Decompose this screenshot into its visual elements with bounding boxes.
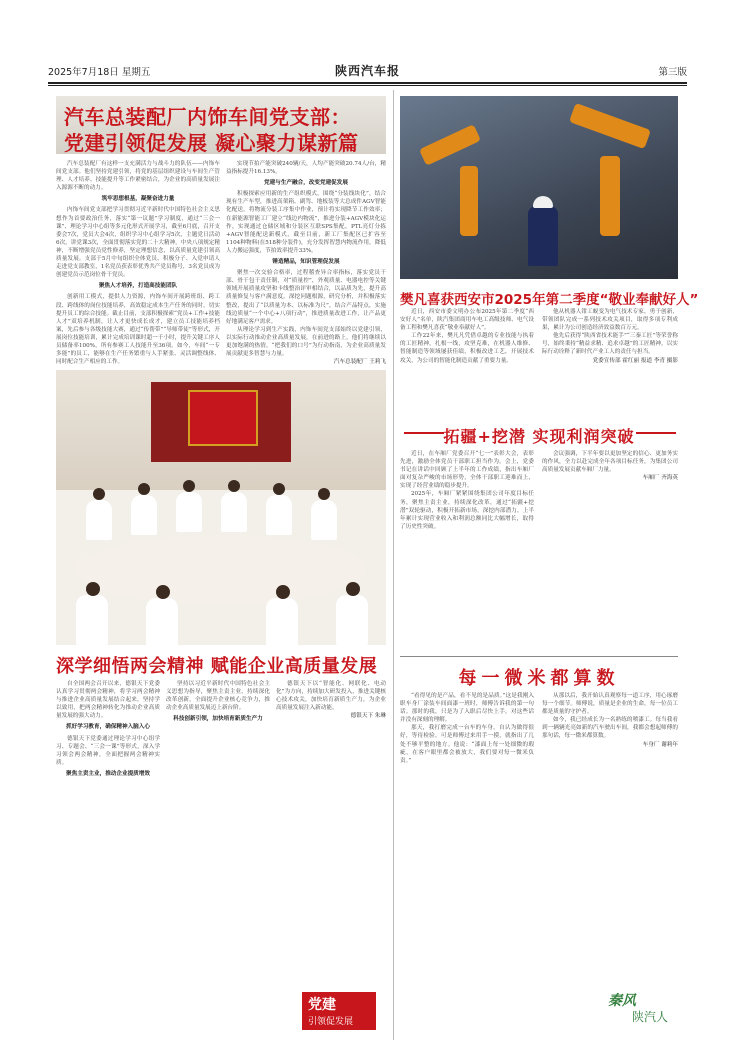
meeting-photo [56, 370, 386, 645]
paragraph: 从理论学习到生产实践，内饰车间党支部始终以党建引领，以实际行动推动企业高质量发展，在前进的路上，他们将继续以更加饱满的热情，“把我们的口号”为行动指南，为企业高质量发展贡献更多智慧与力量。 [226, 326, 386, 358]
logo-text: 秦风 [608, 993, 636, 1009]
meeting-table [76, 535, 366, 605]
person-head [138, 483, 150, 495]
article4-column-1 [400, 692, 534, 1032]
article1-title-line2: 党建引领促发展 凝心聚力谋新篇 [64, 131, 359, 155]
paragraph: 自全国两会召开以来，德银天下党委认真学习贯彻两会精神，将学习两会精神与推进企业高质量发展结合起来，坚持学以致用，把两会精神转化为推动企业高质量发展的强大动力。 [56, 681, 160, 720]
person-head [273, 483, 285, 495]
person [131, 495, 157, 535]
paragraph: 如今，我已经成长为一名熟练的喷漆工。每当我看到一辆辆光亮如新的汽车驶出车间，我都会想起师傅的那句话，每一微米都算数。 [542, 717, 678, 740]
person-head [346, 582, 360, 596]
article1-column-2 [226, 160, 386, 366]
factory-photo [400, 96, 678, 279]
stamp-subtitle: 引领促发展 [308, 1017, 354, 1027]
byline: 车厢厂 齐海英 [642, 475, 678, 482]
column-divider [393, 90, 394, 1040]
person [176, 492, 202, 532]
subheading: 锤造精品，知识管理促发展 [272, 259, 340, 266]
robot-arm [569, 103, 651, 149]
article3-title: 拓疆+挖潜 实现利润突破 [443, 427, 635, 446]
byline: 党委宣传部 霍红丽 报道 李青 摄影 [592, 357, 678, 364]
article5-column-1 [56, 680, 160, 1030]
article4-column-2 [542, 692, 678, 984]
subheading: 抓好学习教育，确保精神入脑入心 [66, 724, 150, 731]
masthead [48, 62, 687, 78]
byline: 汽车总装配厂 王莉飞 [333, 359, 386, 366]
worker-helmet [533, 196, 553, 208]
person [146, 598, 178, 645]
byline: 车身厂 谢莉年 [642, 741, 678, 748]
subheading: 聚焦人才培养，打造高技能团队 [98, 283, 178, 290]
paragraph: 2025年，车厢厂紧紧围绕集团公司年度目标任务，聚焦主责主业，持续深化改革，通过“拓疆+挖潜”双轮驱动，积极开拓新市场，深挖内部潜力，上半年累计实现营业收入和利润总额同比大幅增长，取得了历史性突破。 [400, 491, 534, 530]
person [76, 595, 108, 645]
worker [528, 206, 558, 266]
paragraph: “看得见的是产品，看不见的是品质。”这是我刚入职车身厂涂装车间面漆一班时，师傅告诉我的第一句话。那时的我，只是为了入职后尽快上手，对这些话并没有深刻的理解。 [400, 693, 534, 724]
paragraph: 近日，在车厢厂党委召开“七一”表彰大会，表彰先进，激励全体党员干部职工担当作为。会上，党委书记在讲话中回顾了上半年的工作成绩，指出车厢厂面对复杂严峻的市场形势，全体干部职工迎难而上，实现了经营业绩的稳步提升。 [400, 451, 534, 490]
person [86, 500, 112, 540]
paper-name: 陕西汽车报 [334, 64, 400, 78]
party-flag [188, 390, 258, 446]
article5-column-3 [276, 680, 386, 985]
article4-title: 每一微米都算数 [458, 668, 620, 689]
stamp-title: 党建 [308, 997, 336, 1013]
person [221, 492, 247, 532]
article1-column-1 [56, 160, 220, 366]
column-logo [606, 990, 678, 1030]
paragraph: 实现节拍产能突破240辆/天，人均产能突破20.74人/台，精益指标提升16.13%。 [226, 161, 386, 176]
party-building-stamp [302, 992, 376, 1030]
person-head [276, 585, 290, 599]
paragraph: 工作22年来，樊凡凡凭借卓越的专业技能与执着的工匠精神，扎根一线，攻坚克难，在机器人维修、智能制造等领域屡获佳绩，积极改进工艺，开展技术攻关，为公司的智能化制造贡献了重要力量。 [400, 333, 534, 364]
person [336, 595, 368, 645]
person-head [318, 488, 330, 500]
article2-title: 樊凡喜获西安市2025年第二季度“敬业奉献好人” [400, 292, 699, 308]
issue-date: 2025年7月18日 星期五 [48, 67, 151, 78]
paragraph: 聚焦一次交验合格率，过程稽查异合率指标，落实党员干部、骨干包干责任制，对“质量控”，外观质量、电器电控等关键领域开展质量攻坚和卡线整治评审相结合，以品质为先，提升高质量修复与客户满意度。深挖问题根源，研究分析，并积极落实整改，提出了“以质量为本、以标准为尺”，结合产品特点，实施线边质量“一个中心+八项行动”，推进质量改进工作，让产品更好地满足客户需求。 [226, 270, 386, 325]
subheading: 科技创新引领，加快培育新质生产力 [173, 716, 263, 723]
paragraph: 从那以后，我开始认真观察每一道工序，用心琢磨每一个细节。师傅说，质量是企业的生命，每一位员工都是质量的守护者。 [542, 693, 678, 716]
person-head [156, 585, 170, 599]
person [266, 598, 298, 645]
article5-column-2 [166, 680, 270, 1030]
byline: 德银天下 朱琳 [350, 713, 386, 720]
article3-column-1 [400, 450, 534, 650]
paragraph: 他从机器人钳工蜕变为电气技术专家，勇于创新，带领团队完成一系列技术攻关项目，取得多项专利成果，累计为公司创造经济效益数百万元。 [542, 309, 678, 332]
page-number: 第三版 [658, 67, 687, 78]
paragraph: 会议强调，下半年要以更加坚定的信心、更加务实的作风，全力以赴完成全年各项目标任务，为集团公司高质量发展贡献车厢厂力量。 [542, 451, 678, 474]
header-rule [48, 82, 687, 84]
paragraph: 德银天下以“智能化、网联化、电动化”为方向，持续加大研发投入，推进关键核心技术攻关，加快培育新质生产力，为企业高质量发展注入新动能。 [276, 681, 386, 712]
person-head [228, 480, 240, 492]
article1-title-line1: 汽车总装配厂内饰车间党支部： [64, 105, 351, 129]
paragraph: 那天，我打磨完成一台车的车身，自认为做得很好，等待检验。可是师傅过来用手一摸，就指出了几处不够平整的地方。他说：“漆面上每一处细微的瑕疵，在客户眼里都会被放大，我们要对每一微米负责。” [400, 725, 534, 764]
person-head [86, 582, 100, 596]
paragraph: 内饰车间党支部把学习贯彻习近平新时代中国特色社会主义思想作为首要政治任务，落实“第一议题”学习制度，通过“三会一课”、理论学习中心组等多元化形式开展学习，截至6月底，召开支委会7次，党员大会4次，组织学习中心组学习5次，主题党日活动6次，讲党课3次，全面贯彻落实党的二十大精神，中央八项规定精神，不断增强党员党性修养，坚定理想信念，以高质量党建引领高质量发展。支部于5月中旬组织全体党员、积极分子、入党申请人走进党支部教室，1名党员获表彰优秀共产党员称号，3名党员成为创建党员示范岗位骨干党员。 [56, 207, 220, 279]
subheading: 筑牢思想根基，凝聚奋进力量 [101, 196, 175, 203]
paragraph: 汽车总装配厂有这样一支充满活力与战斗力的队伍——内饰车间党支部。他们坚持党建引领，将党的基层组织建设与车间生产管理、人才培养、技能提升等工作紧密结合，为企业的高质量发展注入源源不断的动力。 [56, 161, 220, 192]
paragraph: 积极探索应用新的生产组织模式，围绕“分装线块化”，结合现有生产车型，推进高架箱、副驾、地板装等大总成件AGV智能化配送，将物流分装工序集中作业，预计将实现降节工作效率；在新能源智能工厂建立“线边内物流”，推进分装+AGV模块化运作，实现通过仓储区域和分装区互联SPS集配，PTL亮灯分拣+AGV智能配送新模式，截至目前，新工厂集配区已扩容至1104种物料(在518种分装件)，充分发挥智慧内物流作用，降低人力搬运强度，节拍效率提升33%。 [226, 191, 386, 254]
paragraph: 近日，西安市委文明办公布2025年第二季度“西安好人”名单，陕汽集团商用车电工高级技师、电气设备工程和樊凡喜获“敬业奉献好人”。 [400, 309, 534, 332]
subheading: 聚焦主责主业，推动企业提质增效 [66, 770, 150, 777]
article2-column-1 [400, 308, 534, 418]
subheading: 党建与生产融合，改变党建促发展 [264, 180, 348, 187]
paragraph: 创新用工模式，提供人力资源，内饰车间开展跨班组、跨工段、跨线体的岗位技能培养，高效稳定成本生产任务的同时，切实提升员工的综合技能。截止目前，支部积极探索“党员+工作+技能人才”双培养机制，让人才更快成长成才，建立员工技能培养档案，先后参与各级技能大赛，通过“传帮带”“导师带徒”等形式，开展岗位技能培训，累计完成培训课时超一千小时，提升关键工序人员储备率100%，所有参赛工人技能升至36项。如今，车间“一专多能”的员工，能够在生产任务繁重与人手紧张、灵活调整线体、同时配合生产相应的工作。 [56, 294, 220, 366]
paragraph: 他先后获得“陕西省技术能手”“三秦工匠”等荣誉称号，始终秉持“精益求精、追求卓越”的工匠精神，以实际行动诠释了新时代产业工人的责任与担当。 [542, 333, 678, 356]
person-head [93, 488, 105, 500]
article2-column-2 [542, 308, 678, 418]
person [266, 495, 292, 535]
header-rule-thin [48, 85, 687, 86]
logo-subtext: 陕汽人 [632, 1010, 669, 1024]
article3-column-2 [542, 450, 678, 650]
article5-title: 深学细悟两会精神 赋能企业高质量发展 [56, 656, 378, 677]
section-rule [400, 656, 678, 657]
person-head [183, 480, 195, 492]
robot-arm [419, 124, 481, 166]
paragraph: 德银天下党委通过理论学习中心组学习、专题会、“三会一课”等形式，深入学习领会两会精神，全面把握两会精神实质。 [56, 735, 160, 766]
paragraph: 坚持以习近平新时代中国特色社会主义思想为指导，聚焦主责主业，持续深化改革创新，全面提升企业核心竞争力，推动企业高质量发展迈上新台阶。 [166, 681, 270, 712]
robot-arm [460, 166, 478, 236]
robot-arm [600, 156, 620, 236]
person [311, 500, 337, 540]
